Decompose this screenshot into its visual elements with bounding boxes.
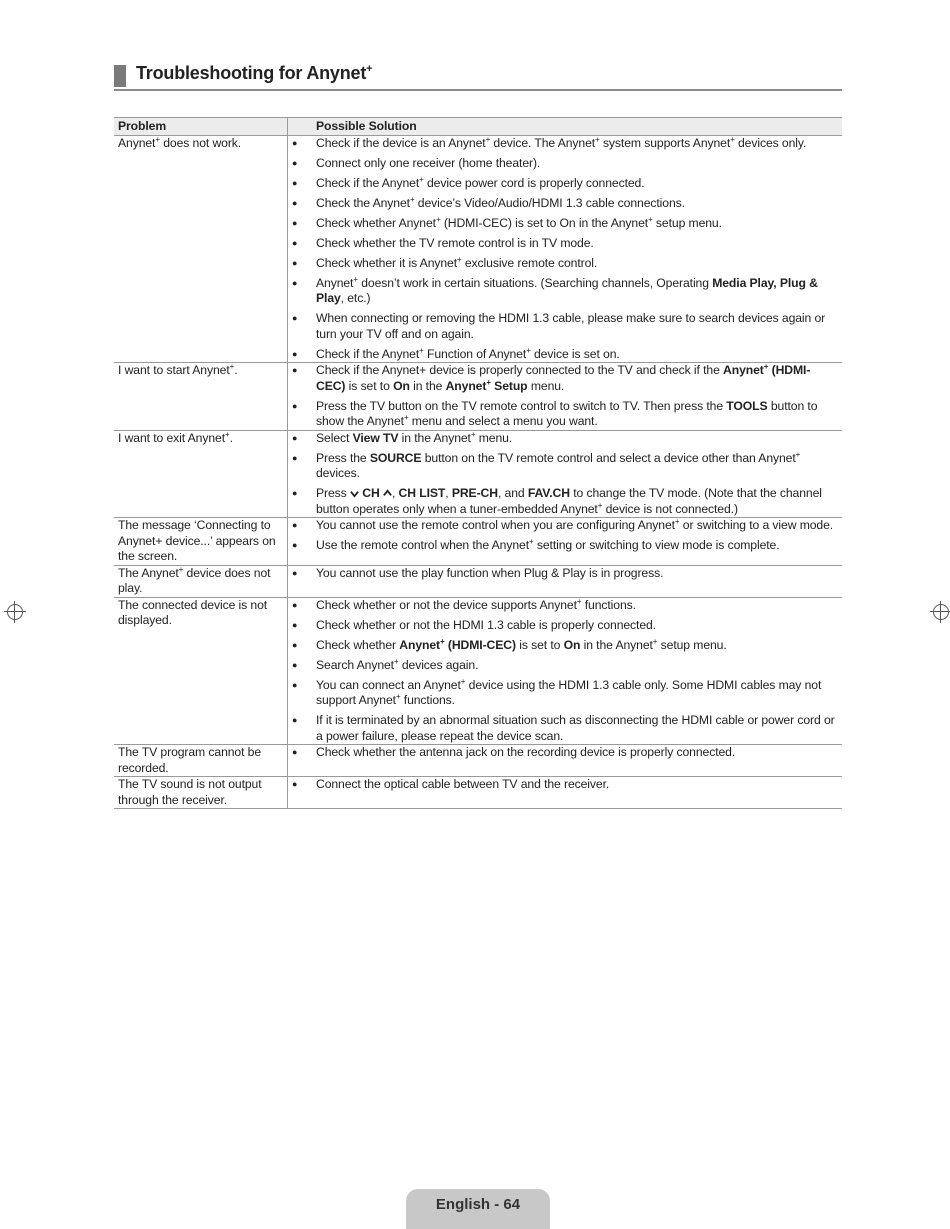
solution-item: ● Check the Anynet+ device’s Video/Audio/HDMI 1.3 cable connections. — [316, 196, 836, 212]
solution-cell — [288, 745, 843, 777]
solution-list — [316, 363, 836, 430]
solution-list — [316, 777, 836, 793]
solution-item: ● Check whether or not the device supports Anynet+ functions. — [316, 598, 836, 614]
table-header-row — [114, 118, 842, 136]
solution-cell — [288, 777, 843, 809]
table-row — [114, 363, 842, 431]
problem-cell: I want to start Anynet+. — [114, 363, 288, 431]
solution-cell — [288, 135, 843, 363]
table-body — [114, 135, 842, 809]
solution-item: ● Search Anynet+ devices again. — [316, 658, 836, 674]
solution-item: ● Connect the optical cable between TV and the receiver. — [316, 777, 836, 793]
solution-cell — [288, 363, 843, 431]
problem-cell: The message ‘Connecting to Anynet+ device...’ appears on the screen. — [114, 518, 288, 566]
table-row — [114, 518, 842, 566]
page-footer — [406, 1189, 550, 1229]
table-row — [114, 745, 842, 777]
page-title: Troubleshooting for Anynet+ — [136, 63, 373, 83]
solution-item: ● You cannot use the play function when Plug & Play is in progress. — [316, 566, 836, 582]
solution-list — [316, 136, 836, 363]
solution-cell — [288, 597, 843, 745]
solution-item: ● When connecting or removing the HDMI 1.3 cable, please make sure to search devices again or turn your TV off and on again. — [316, 311, 836, 342]
problem-cell: The Anynet+ device does not play. — [114, 565, 288, 597]
solution-item: ● Check whether it is Anynet+ exclusive remote control. — [316, 256, 836, 272]
solution-item: ● Use the remote control when the Anynet+ setting or switching to view mode is complete. — [316, 538, 836, 554]
solution-item: ● Connect only one receiver (home theater). — [316, 156, 836, 172]
table-row — [114, 565, 842, 597]
solution-item: ● Check whether or not the HDMI 1.3 cable is properly connected. — [316, 618, 836, 634]
column-header-solution: Possible Solution — [288, 118, 843, 136]
solution-item: ● Check whether Anynet+ (HDMI-CEC) is set to On in the Anynet+ setup menu. — [316, 638, 836, 654]
table-row — [114, 135, 842, 363]
solution-list — [316, 431, 836, 518]
solution-list — [316, 566, 836, 582]
solution-list — [316, 598, 836, 745]
solution-item: ● You can connect an Anynet+ device using the HDMI 1.3 cable only. Some HDMI cables may not support Anynet+ functions. — [316, 678, 836, 709]
solution-list — [316, 745, 836, 761]
title-accent-bar — [114, 65, 126, 87]
page-number: English - 64 — [435, 1196, 521, 1213]
solution-item: ● Press the SOURCE button on the TV remote control and select a device other than Anynet+ devices. — [316, 451, 836, 482]
column-header-problem: Problem — [114, 118, 288, 136]
solution-cell — [288, 565, 843, 597]
solution-item: ● Press CH , CH LIST, PRE-CH, and FAV.CH to change the TV mode. (Note that the channel button operates only when a tuner-embedded Anynet+ device is not connected.) — [316, 486, 836, 517]
solution-list — [316, 518, 836, 554]
page-header — [114, 63, 842, 91]
solution-item: ● Anynet+ doesn’t work in certain situations. (Searching channels, Operating Media Play, Plug & Play, etc.) — [316, 276, 836, 307]
registration-mark-icon — [933, 604, 949, 620]
solution-item: ● Check if the device is an Anynet+ device. The Anynet+ system supports Anynet+ devices only. — [316, 136, 836, 152]
solution-item: ● Check if the Anynet+ device power cord is properly connected. — [316, 176, 836, 192]
solution-item: ● If it is terminated by an abnormal situation such as disconnecting the HDMI cable or power cord or a power failure, please repeat the device scan. — [316, 713, 836, 744]
solution-item: ● You cannot use the remote control when you are configuring Anynet+ or switching to a view mode. — [316, 518, 836, 534]
troubleshooting-table — [114, 117, 842, 809]
solution-item: ● Check if the Anynet+ device is properly connected to the TV and check if the Anynet+ (HDMI-CEC) is set to On in the Anynet+ Setup menu. — [316, 363, 836, 394]
problem-cell: Anynet+ does not work. — [114, 135, 288, 363]
problem-cell: The connected device is not displayed. — [114, 597, 288, 745]
problem-cell: The TV program cannot be recorded. — [114, 745, 288, 777]
solution-item: ● Check whether Anynet+ (HDMI-CEC) is set to On in the Anynet+ setup menu. — [316, 216, 836, 232]
registration-mark-icon — [7, 604, 23, 620]
solution-item: ● Check whether the TV remote control is in TV mode. — [316, 236, 836, 252]
solution-cell — [288, 518, 843, 566]
table-row — [114, 597, 842, 745]
table-row — [114, 430, 842, 518]
solution-cell — [288, 430, 843, 518]
problem-cell: The TV sound is not output through the receiver. — [114, 777, 288, 809]
solution-item: ● Press the TV button on the TV remote control to switch to TV. Then press the TOOLS button to show the Anynet+ menu and select a menu you want. — [316, 399, 836, 430]
solution-item: ● Check whether the antenna jack on the recording device is properly connected. — [316, 745, 836, 761]
table-row — [114, 777, 842, 809]
solution-item: ● Check if the Anynet+ Function of Anynet+ device is set on. — [316, 347, 836, 363]
problem-cell: I want to exit Anynet+. — [114, 430, 288, 518]
solution-item: ● Select View TV in the Anynet+ menu. — [316, 431, 836, 447]
